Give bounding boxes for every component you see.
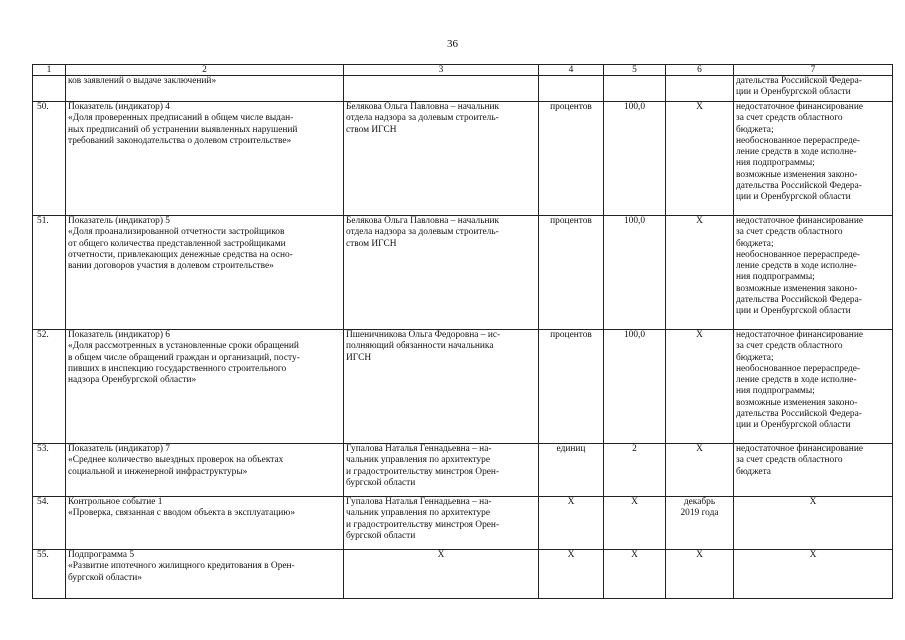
- indicator-name-line: «Доля рассмотренных в установленные сроки обращений: [68, 341, 299, 352]
- risk-description-line: недостаточное финансирование: [736, 102, 863, 112]
- indicator-name-line: от общего количества представленной застройщиками: [68, 238, 286, 249]
- risk-description-line: возможные изменения законо-: [736, 283, 858, 294]
- responsible-person-line: Гупалова Наталья Геннадьевна – на-: [346, 497, 492, 507]
- indicator-name-line: социальной и инженерной инфраструктуры»: [68, 466, 248, 477]
- completion-term-line: 2019 года: [680, 508, 719, 519]
- risk-description-line: ление средств в ходе исполне-: [736, 147, 857, 158]
- indicator-name-line: отчетности, привлекающих денежные средства на осно-: [68, 249, 293, 260]
- risk-description: [734, 216, 893, 330]
- indicator-name-line: «Развитие ипотечного жилищного кредитования в Орен-: [68, 561, 295, 572]
- indicator-name-line: Контрольное событие 1: [68, 497, 163, 507]
- risk-description-line: бюджета: [736, 466, 771, 477]
- risk-description: [734, 444, 893, 497]
- column-number: 4: [539, 65, 604, 76]
- responsible-person: [344, 497, 539, 550]
- completion-term-line: Х: [696, 216, 703, 226]
- responsible-person: [344, 550, 539, 599]
- indicator-name: [66, 76, 344, 102]
- completion-term-line: Х: [696, 444, 703, 454]
- unit-of-measure: [539, 76, 604, 102]
- completion-term-line: декабрь: [683, 497, 716, 507]
- indicator-name-line: в общем числе обращений граждан и организаций, посту-: [68, 352, 300, 363]
- planned-value: Х: [604, 550, 666, 599]
- indicator-name-line: «Доля проверенных предписаний в общем числе выдан-: [68, 113, 294, 124]
- indicator-name-line: Показатель (индикатор) 7: [68, 444, 170, 454]
- risk-description-line: дательства Российской Федера-: [736, 295, 862, 306]
- risk-description: [734, 76, 893, 102]
- risk-description-line: ции и Оренбургской области: [736, 192, 851, 203]
- risk-description-line: необоснованное перераспреде-: [736, 363, 861, 374]
- planned-value: 100,0: [604, 102, 666, 216]
- risk-description-line: дательства Российской Федера-: [736, 409, 862, 420]
- completion-term: [666, 497, 734, 550]
- completion-term: [666, 216, 734, 330]
- table-row: [33, 550, 893, 599]
- indicator-name-line: ных предписаний об устранении выявленных нарушений: [68, 124, 298, 135]
- unit-of-measure: единиц: [539, 444, 604, 497]
- responsible-person-line: ством ИГСН: [346, 238, 397, 249]
- column-number: 1: [33, 65, 66, 76]
- row-number: 54.: [33, 497, 66, 550]
- risk-description: [734, 550, 893, 599]
- planned-value: [604, 76, 666, 102]
- column-number: 2: [66, 65, 344, 76]
- column-number: 6: [666, 65, 734, 76]
- risk-description-line: недостаточное финансирование: [736, 444, 863, 454]
- completion-term: [666, 550, 734, 599]
- risk-description-line: ния подпрограммы;: [736, 386, 815, 397]
- responsible-person-line: ством ИГСН: [346, 124, 397, 135]
- risk-description-line: бюджета;: [736, 124, 774, 135]
- risk-description-line: необоснованное перераспреде-: [736, 249, 861, 260]
- risk-description-line: ции и Оренбургской области: [736, 306, 851, 317]
- table-row: [33, 444, 893, 497]
- unit-of-measure: Х: [539, 550, 604, 599]
- row-number: 50.: [33, 102, 66, 216]
- table-row: [33, 216, 893, 330]
- risk-description-line: ции и Оренбургской области: [736, 87, 851, 98]
- indicator-name-line: Показатель (индикатор) 6: [68, 330, 170, 340]
- risk-description-line: ление средств в ходе исполне-: [736, 261, 857, 272]
- risk-description: [734, 102, 893, 216]
- row-number: 53.: [33, 444, 66, 497]
- responsible-person-line: ИГСН: [346, 352, 372, 363]
- column-number-row: [33, 65, 893, 76]
- planned-value: Х: [604, 497, 666, 550]
- completion-term: [666, 102, 734, 216]
- indicator-name-line: «Доля проанализированной отчетности застройщиков: [68, 227, 285, 238]
- indicator-name-line: пивших в инспекцию государственного строительного: [68, 363, 287, 374]
- risk-description-line: бюджета;: [736, 352, 774, 363]
- planned-value: 2: [604, 444, 666, 497]
- risk-description-line: необоснованное перераспреде-: [736, 135, 861, 146]
- indicator-name: [66, 497, 344, 550]
- table-row: [33, 497, 893, 550]
- planned-value: 100,0: [604, 330, 666, 444]
- responsible-person-line: отдела надзора за долевым строитель-: [346, 113, 499, 124]
- responsible-person-line: Белякова Ольга Павловна – начальник: [346, 216, 500, 226]
- indicator-name: [66, 102, 344, 216]
- responsible-person-line: Гупалова Наталья Геннадьевна – на-: [346, 444, 492, 454]
- indicator-name-line: бургской области»: [68, 572, 142, 583]
- risk-description: [734, 330, 893, 444]
- table-row: [33, 76, 893, 102]
- row-number: [33, 76, 66, 102]
- column-number: 7: [734, 65, 893, 76]
- risk-description-line: дательства Российской Федера-: [736, 76, 862, 86]
- indicator-name-line: ков заявлений о выдаче заключений»: [68, 76, 217, 86]
- unit-of-measure: Х: [539, 497, 604, 550]
- planned-value: 100,0: [604, 216, 666, 330]
- risk-description-line: ния подпрограммы;: [736, 272, 815, 283]
- unit-of-measure: процентов: [539, 216, 604, 330]
- risk-description-line: возможные изменения законо-: [736, 169, 858, 180]
- indicator-name-line: «Проверка, связанная с вводом объекта в эксплуатацию»: [68, 508, 296, 519]
- risk-description-line: возможные изменения законо-: [736, 397, 858, 408]
- risk-description-line: недостаточное финансирование: [736, 216, 863, 226]
- completion-term-line: Х: [696, 330, 703, 340]
- page-number: 36: [447, 38, 458, 50]
- indicator-name: [66, 550, 344, 599]
- risk-description-line: за счет средств областного: [736, 455, 843, 466]
- risk-description-line: ление средств в ходе исполне-: [736, 375, 857, 386]
- indicator-name-line: требований законодательства о долевом строительстве»: [68, 135, 292, 146]
- row-number: 51.: [33, 216, 66, 330]
- risk-description: [734, 497, 893, 550]
- completion-term: [666, 330, 734, 444]
- indicator-name-line: «Среднее количество выездных проверок на объектах: [68, 455, 284, 466]
- responsible-person-line: чальник управления по архитектуре: [346, 508, 491, 519]
- column-number: 5: [604, 65, 666, 76]
- unit-of-measure: процентов: [539, 102, 604, 216]
- completion-term-line: Х: [696, 550, 703, 560]
- responsible-person: [344, 102, 539, 216]
- completion-term: [666, 76, 734, 102]
- risk-description-line: за счет средств областного: [736, 227, 843, 238]
- responsible-person-line: Белякова Ольга Павловна – начальник: [346, 102, 500, 112]
- risk-description-line: за счет средств областного: [736, 113, 843, 124]
- responsible-person-line: Пшеничникова Ольга Федоровна – ис-: [346, 330, 501, 340]
- row-number: 52.: [33, 330, 66, 444]
- unit-of-measure: процентов: [539, 330, 604, 444]
- responsible-person: [344, 216, 539, 330]
- indicator-name-line: надзора Оренбургской области»: [68, 375, 197, 386]
- risk-description-line: дательства Российской Федера-: [736, 181, 862, 192]
- table-row: [33, 102, 893, 216]
- responsible-person-line: бургской области: [346, 477, 416, 488]
- responsible-person-line: отдела надзора за долевым строитель-: [346, 227, 499, 238]
- risk-description-line: ния подпрограммы;: [736, 158, 815, 169]
- risk-description-line: за счет средств областного: [736, 341, 843, 352]
- responsible-person: [344, 76, 539, 102]
- responsible-person-line: полняющий обязанности начальника: [346, 341, 494, 352]
- responsible-person-line: чальник управления по архитектуре: [346, 455, 491, 466]
- completion-term: [666, 444, 734, 497]
- indicator-name-line: Подпрограмма 5: [68, 550, 135, 560]
- indicator-name-line: Показатель (индикатор) 4: [68, 102, 170, 112]
- table-row: [33, 330, 893, 444]
- risk-description-line: недостаточное финансирование: [736, 330, 863, 340]
- column-number: 3: [344, 65, 539, 76]
- responsible-person: [344, 330, 539, 444]
- completion-term-line: Х: [696, 102, 703, 112]
- responsible-person-line: и градостроительству минстроя Орен-: [346, 466, 500, 477]
- risk-description-line: бюджета;: [736, 238, 774, 249]
- indicator-name: [66, 330, 344, 444]
- responsible-person-line: и градостроительству минстроя Орен-: [346, 519, 500, 530]
- risk-description-line: ции и Оренбургской области: [736, 420, 851, 431]
- indicator-name-line: Показатель (индикатор) 5: [68, 216, 170, 226]
- responsible-person-line: Х: [437, 550, 445, 560]
- indicator-name: [66, 216, 344, 330]
- indicator-name-line: вании договоров участия в долевом строительстве»: [68, 261, 274, 272]
- responsible-person: [344, 444, 539, 497]
- indicator-name: [66, 444, 344, 497]
- risk-description-line: Х: [809, 497, 817, 507]
- responsible-person-line: бургской области: [346, 530, 416, 541]
- risk-description-line: Х: [809, 550, 817, 560]
- row-number: 55.: [33, 550, 66, 599]
- program-table: [32, 64, 893, 599]
